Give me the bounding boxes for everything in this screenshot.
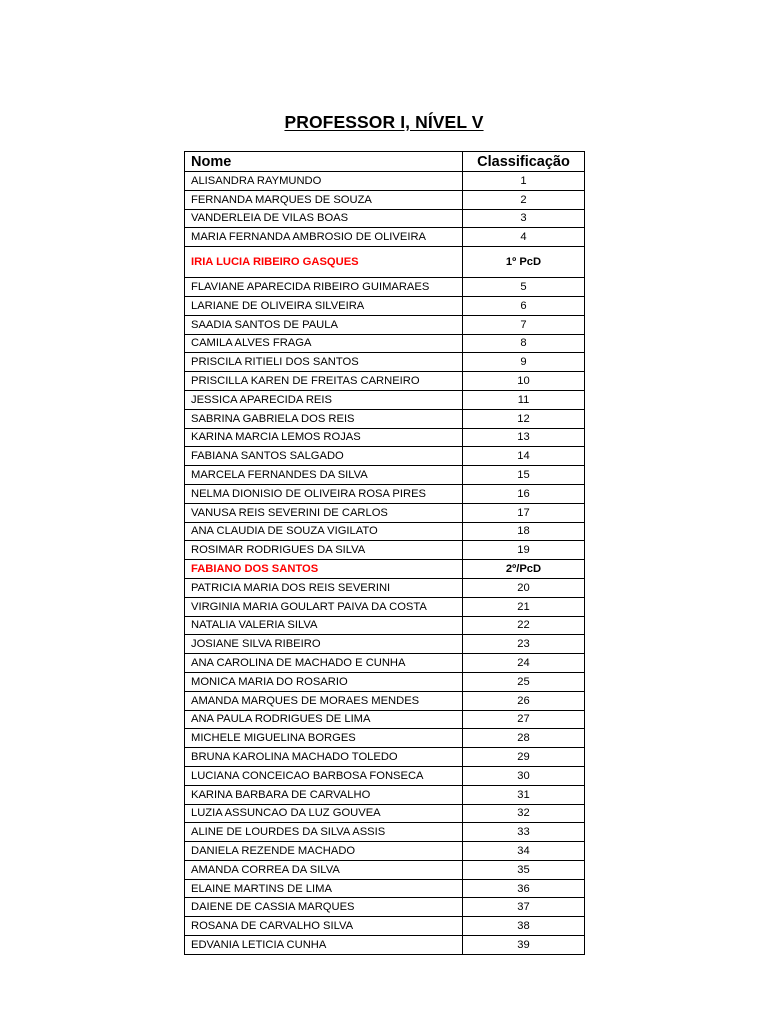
candidate-name: LARIANE DE OLIVEIRA SILVEIRA <box>185 296 463 315</box>
candidate-classification: 3 <box>463 209 585 228</box>
table-row <box>185 390 585 409</box>
candidate-classification: 29 <box>463 748 585 767</box>
candidate-name: SAADIA SANTOS DE PAULA <box>185 315 463 334</box>
candidate-name: VIRGINIA MARIA GOULART PAIVA DA COSTA <box>185 597 463 616</box>
candidate-classification: 5 <box>463 278 585 297</box>
candidate-name: KARINA BARBARA DE CARVALHO <box>185 785 463 804</box>
table-row <box>185 823 585 842</box>
candidate-classification: 1 <box>463 172 585 191</box>
table-row <box>185 842 585 861</box>
table-row <box>185 879 585 898</box>
table-row <box>185 578 585 597</box>
table-row <box>185 409 585 428</box>
table-row <box>185 898 585 917</box>
table-header-row <box>185 152 585 172</box>
column-header-classification: Classificação <box>463 152 585 172</box>
candidate-classification: 2 <box>463 190 585 209</box>
candidate-name: JESSICA APARECIDA REIS <box>185 390 463 409</box>
candidate-name: EDVANIA LETICIA CUNHA <box>185 936 463 955</box>
candidate-classification: 23 <box>463 635 585 654</box>
candidate-classification: 6 <box>463 296 585 315</box>
table-row <box>185 766 585 785</box>
candidate-name: NATALIA VALERIA SILVA <box>185 616 463 635</box>
candidate-classification: 28 <box>463 729 585 748</box>
table-row <box>185 484 585 503</box>
table-row <box>185 466 585 485</box>
candidate-classification: 33 <box>463 823 585 842</box>
candidate-name: ALISANDRA RAYMUNDO <box>185 172 463 191</box>
candidate-name: FABIANA SANTOS SALGADO <box>185 447 463 466</box>
candidate-name: FLAVIANE APARECIDA RIBEIRO GUIMARAES <box>185 278 463 297</box>
candidate-classification: 27 <box>463 710 585 729</box>
page-title: PROFESSOR I, NÍVEL V <box>284 112 484 132</box>
table-row <box>185 447 585 466</box>
candidate-name: MONICA MARIA DO ROSARIO <box>185 672 463 691</box>
candidate-classification: 16 <box>463 484 585 503</box>
table-row <box>185 936 585 955</box>
table-row <box>185 616 585 635</box>
candidate-name: BRUNA KAROLINA MACHADO TOLEDO <box>185 748 463 767</box>
table-row <box>185 428 585 447</box>
candidate-classification: 35 <box>463 860 585 879</box>
candidate-name: IRIA LUCIA RIBEIRO GASQUES <box>185 247 463 278</box>
candidate-name: CAMILA ALVES FRAGA <box>185 334 463 353</box>
table-row <box>185 597 585 616</box>
candidate-name: DANIELA REZENDE MACHADO <box>185 842 463 861</box>
candidate-name: MICHELE MIGUELINA BORGES <box>185 729 463 748</box>
candidate-classification: 25 <box>463 672 585 691</box>
table-row-pcd <box>185 247 585 278</box>
candidate-name: JOSIANE SILVA RIBEIRO <box>185 635 463 654</box>
table-row <box>185 804 585 823</box>
table-row <box>185 748 585 767</box>
candidate-classification: 4 <box>463 228 585 247</box>
classification-table <box>184 151 585 955</box>
candidate-classification: 12 <box>463 409 585 428</box>
candidate-classification: 32 <box>463 804 585 823</box>
candidate-name: SABRINA GABRIELA DOS REIS <box>185 409 463 428</box>
table-row-pcd <box>185 560 585 579</box>
table-row <box>185 522 585 541</box>
table-row <box>185 672 585 691</box>
table-row <box>185 654 585 673</box>
candidate-classification: 26 <box>463 691 585 710</box>
table-row <box>185 710 585 729</box>
candidate-classification: 24 <box>463 654 585 673</box>
table-row <box>185 729 585 748</box>
candidate-name: MARIA FERNANDA AMBROSIO DE OLIVEIRA <box>185 228 463 247</box>
candidate-name: PRISCILLA KAREN DE FREITAS CARNEIRO <box>185 372 463 391</box>
table-row <box>185 917 585 936</box>
candidate-classification: 14 <box>463 447 585 466</box>
candidate-name: PATRICIA MARIA DOS REIS SEVERINI <box>185 578 463 597</box>
table-row <box>185 172 585 191</box>
candidate-classification: 10 <box>463 372 585 391</box>
table-row <box>185 372 585 391</box>
candidate-classification: 2º/PcD <box>463 560 585 579</box>
candidate-name: ANA PAULA RODRIGUES DE LIMA <box>185 710 463 729</box>
candidate-classification: 21 <box>463 597 585 616</box>
column-header-name: Nome <box>185 152 463 172</box>
candidate-classification: 22 <box>463 616 585 635</box>
table-row <box>185 278 585 297</box>
candidate-classification: 30 <box>463 766 585 785</box>
table-row <box>185 691 585 710</box>
candidate-name: FABIANO DOS SANTOS <box>185 560 463 579</box>
candidate-classification: 37 <box>463 898 585 917</box>
candidate-name: FERNANDA MARQUES DE SOUZA <box>185 190 463 209</box>
table-row <box>185 860 585 879</box>
table-row <box>185 296 585 315</box>
candidate-name: LUZIA ASSUNCAO DA LUZ GOUVEA <box>185 804 463 823</box>
candidate-classification: 15 <box>463 466 585 485</box>
candidate-classification: 39 <box>463 936 585 955</box>
table-row <box>185 635 585 654</box>
table-body <box>185 172 585 955</box>
table-row <box>185 228 585 247</box>
candidate-classification: 34 <box>463 842 585 861</box>
candidate-name: DAIENE DE CASSIA MARQUES <box>185 898 463 917</box>
candidate-name: ALINE DE LOURDES DA SILVA ASSIS <box>185 823 463 842</box>
candidate-name: ROSANA DE CARVALHO SILVA <box>185 917 463 936</box>
table-row <box>185 334 585 353</box>
table-row <box>185 785 585 804</box>
candidate-classification: 38 <box>463 917 585 936</box>
candidate-name: AMANDA MARQUES DE MORAES MENDES <box>185 691 463 710</box>
candidate-name: KARINA MARCIA LEMOS ROJAS <box>185 428 463 447</box>
table-row <box>185 209 585 228</box>
candidate-classification: 7 <box>463 315 585 334</box>
candidate-name: ELAINE MARTINS DE LIMA <box>185 879 463 898</box>
candidate-name: ANA CAROLINA DE MACHADO E CUNHA <box>185 654 463 673</box>
table-row <box>185 541 585 560</box>
candidate-name: AMANDA CORREA DA SILVA <box>185 860 463 879</box>
candidate-name: MARCELA FERNANDES DA SILVA <box>185 466 463 485</box>
candidate-classification: 31 <box>463 785 585 804</box>
candidate-classification: 13 <box>463 428 585 447</box>
candidate-classification: 9 <box>463 353 585 372</box>
candidate-name: VANDERLEIA DE VILAS BOAS <box>185 209 463 228</box>
table-row <box>185 190 585 209</box>
table-row <box>185 503 585 522</box>
candidate-name: PRISCILA RITIELI DOS SANTOS <box>185 353 463 372</box>
table-row <box>185 353 585 372</box>
candidate-classification: 11 <box>463 390 585 409</box>
table-row <box>185 315 585 334</box>
candidate-classification: 8 <box>463 334 585 353</box>
candidate-classification: 36 <box>463 879 585 898</box>
candidate-name: NELMA DIONISIO DE OLIVEIRA ROSA PIRES <box>185 484 463 503</box>
candidate-classification: 18 <box>463 522 585 541</box>
candidate-name: VANUSA REIS SEVERINI DE CARLOS <box>185 503 463 522</box>
candidate-name: LUCIANA CONCEICAO BARBOSA FONSECA <box>185 766 463 785</box>
candidate-classification: 1º PcD <box>463 247 585 278</box>
candidate-classification: 19 <box>463 541 585 560</box>
candidate-classification: 17 <box>463 503 585 522</box>
candidate-name: ANA CLAUDIA DE SOUZA VIGILATO <box>185 522 463 541</box>
candidate-classification: 20 <box>463 578 585 597</box>
candidate-name: ROSIMAR RODRIGUES DA SILVA <box>185 541 463 560</box>
